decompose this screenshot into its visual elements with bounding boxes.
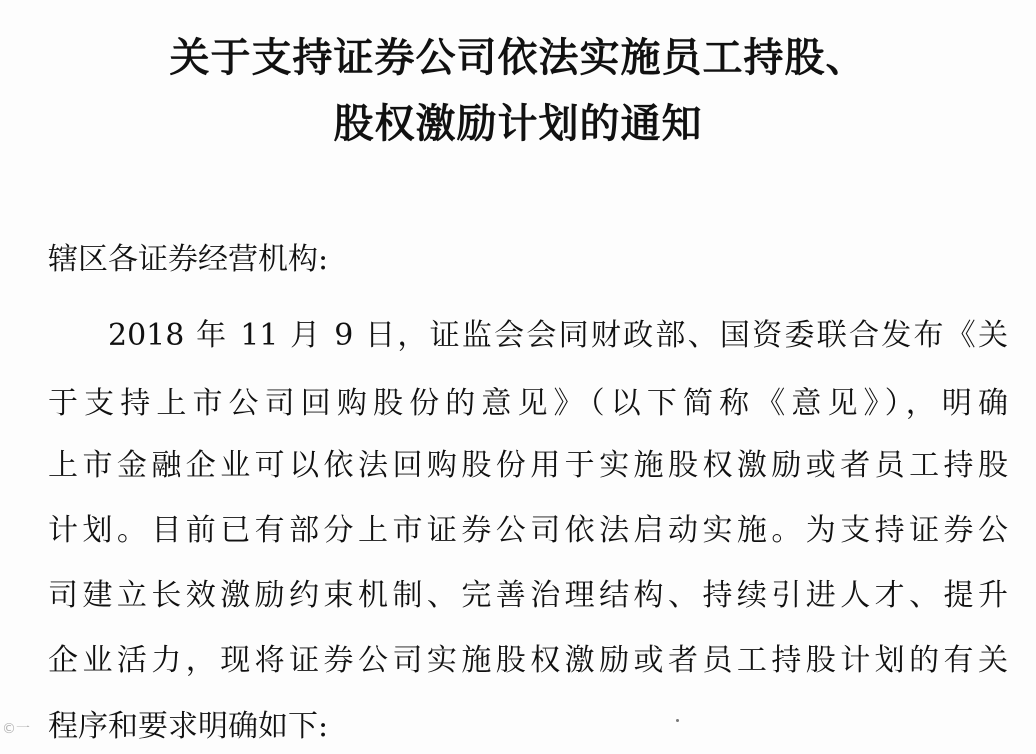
paragraph-line-4: 计划。目前已有部分上市证券公司依法启动实施。为支持证券公 bbox=[48, 513, 1008, 548]
scan-speck bbox=[676, 719, 679, 722]
paragraph-line-1: 2018 年 11 月 9 日，证监会会同财政部、国资委联合发布《关 bbox=[108, 318, 1008, 353]
paragraph-line-2: 于支持上市公司回购股份的意见》（以下简称《意见》），明确 bbox=[48, 386, 1008, 421]
document-title-line-2: 股权激励计划的通知 bbox=[333, 100, 703, 147]
document-title-line-1: 关于支持证券公司依法实施员工持股、 bbox=[169, 34, 867, 81]
paragraph-line-6: 企业活力，现将证券公司实施股权激励或者员工持股计划的有关 bbox=[48, 643, 1008, 678]
paragraph-line-5: 司建立长效激励约束机制、完善治理结构、持续引进人才、提升 bbox=[48, 578, 1008, 613]
salutation: 辖区各证券经营机构: bbox=[48, 242, 329, 277]
paragraph-line-3: 上市金融企业可以依法回购股份用于实施股权激励或者员工持股 bbox=[48, 448, 1008, 483]
paragraph-line-7: 程序和要求明确如下: bbox=[48, 709, 329, 744]
watermark: ©一 bbox=[2, 721, 30, 737]
